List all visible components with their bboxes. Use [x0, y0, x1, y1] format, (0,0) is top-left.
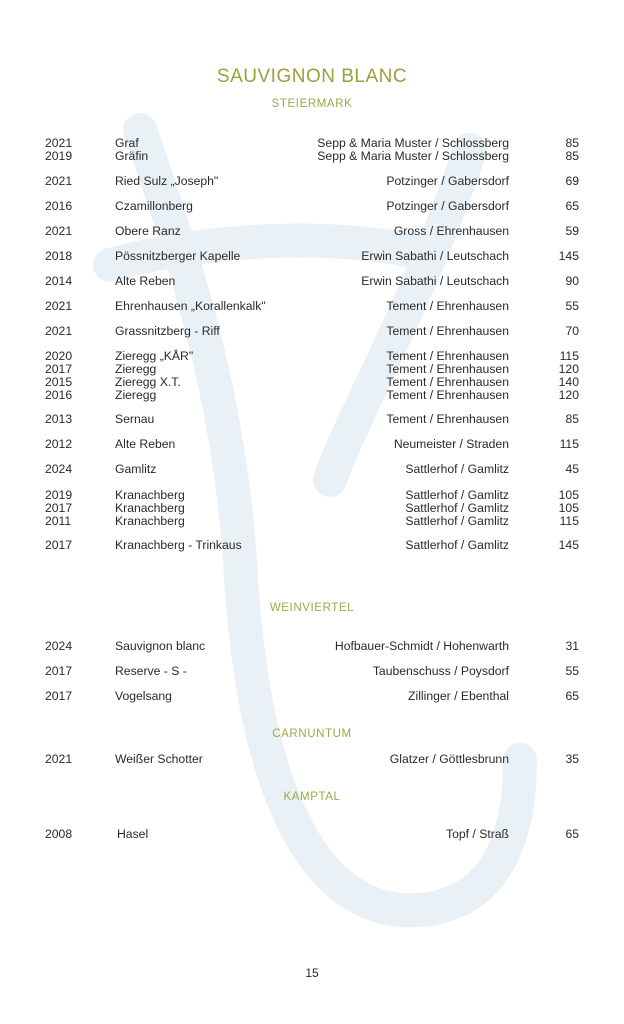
wine-price: 105	[558, 501, 579, 515]
wine-name: Sernau	[115, 412, 155, 426]
wine-producer: Tement / Ehrenhausen	[386, 299, 509, 313]
wine-name: Alte Reben	[115, 274, 176, 288]
wine-year: 2017	[45, 538, 73, 552]
wine-producer: Sattlerhof / Gamlitz	[405, 501, 509, 515]
wine-name: Zieregg	[115, 388, 157, 402]
wine-producer: Sepp & Maria Muster / Schlossberg	[317, 149, 509, 163]
wine-name: Vogelsang	[115, 689, 172, 703]
page-title: SAUVIGNON BLANC	[216, 66, 408, 87]
wine-price: 85	[565, 412, 579, 426]
wine-price: 85	[565, 136, 579, 150]
wine-name: Graf	[115, 136, 139, 150]
wine-year: 2013	[45, 412, 73, 426]
wine-name: Zieregg „KÅR"	[115, 349, 194, 363]
wine-name: Kranachberg - Trinkaus	[115, 538, 242, 552]
wine-price: 59	[565, 224, 579, 238]
wine-price: 65	[565, 827, 579, 841]
wine-price: 35	[565, 752, 579, 766]
wine-price: 140	[558, 375, 579, 389]
region-heading-steiermark: STEIERMARK	[271, 98, 353, 110]
wine-producer: Taubenschuss / Poysdorf	[372, 664, 509, 678]
wine-price: 120	[558, 362, 579, 376]
wine-producer: Tement / Ehrenhausen	[386, 412, 509, 426]
wine-price: 69	[565, 174, 579, 188]
wine-producer: Potzinger / Gabersdorf	[386, 174, 509, 188]
wine-producer: Sattlerhof / Gamlitz	[405, 514, 509, 528]
wine-name: Reserve - S -	[115, 664, 187, 678]
wine-year: 2016	[45, 199, 73, 213]
wine-name: Alte Reben	[115, 437, 176, 451]
wine-name: Kranachberg	[115, 501, 185, 515]
wine-name: Kranachberg	[115, 514, 185, 528]
wine-price: 115	[559, 437, 579, 451]
wine-price: 55	[565, 299, 579, 313]
wine-price: 115	[559, 514, 579, 528]
wine-price: 145	[558, 249, 579, 263]
wine-name: Pössnitzberger Kapelle	[115, 249, 241, 263]
page-number: 15	[305, 966, 319, 980]
wine-year: 2019	[45, 149, 73, 163]
wine-producer: Tement / Ehrenhausen	[386, 388, 509, 402]
wine-name: Hasel	[117, 827, 149, 841]
wine-year: 2021	[45, 136, 73, 150]
wine-name: Gamlitz	[115, 462, 157, 476]
wine-year: 2008	[45, 827, 73, 841]
wine-year: 2024	[45, 639, 73, 653]
wine-name: Czamillonberg	[115, 199, 193, 213]
wine-producer: Erwin Sabathi / Leutschach	[361, 274, 509, 288]
wine-price: 31	[565, 639, 579, 653]
wine-year: 2021	[45, 174, 73, 188]
wine-name: Obere Ranz	[115, 224, 181, 238]
wine-producer: Tement / Ehrenhausen	[386, 324, 509, 338]
wine-year: 2017	[45, 664, 73, 678]
wine-price: 105	[558, 488, 579, 502]
wine-price: 55	[565, 664, 579, 678]
wine-name: Grassnitzberg - Riff	[115, 324, 220, 338]
wine-name: Sauvignon blanc	[115, 639, 206, 653]
wine-year: 2017	[45, 362, 73, 376]
wine-producer: Potzinger / Gabersdorf	[386, 199, 509, 213]
wine-year: 2021	[45, 224, 73, 238]
wine-producer: Neumeister / Straden	[393, 437, 509, 451]
region-heading-kamptal: KAMPTAL	[283, 791, 341, 803]
wine-producer: Sattlerhof / Gamlitz	[405, 538, 509, 552]
wine-name: Weißer Schotter	[115, 752, 203, 766]
wine-name: Gräfin	[115, 149, 149, 163]
wine-producer: Sepp & Maria Muster / Schlossberg	[317, 136, 509, 150]
wine-year: 2018	[45, 249, 73, 263]
wine-producer: Tement / Ehrenhausen	[386, 375, 509, 389]
wine-year: 2019	[45, 488, 73, 502]
wine-year: 2011	[45, 514, 72, 528]
wine-price: 120	[558, 388, 579, 402]
wine-price: 65	[565, 199, 579, 213]
wine-producer: Topf / Straß	[446, 827, 509, 841]
wine-name: Ried Sulz „Joseph"	[115, 174, 219, 188]
wine-year: 2014	[45, 274, 73, 288]
wine-producer: Tement / Ehrenhausen	[386, 349, 509, 363]
wine-price: 65	[565, 689, 579, 703]
wine-year: 2021	[45, 324, 73, 338]
wine-price: 85	[565, 149, 579, 163]
wine-price: 70	[565, 324, 579, 338]
wine-producer: Sattlerhof / Gamlitz	[405, 488, 509, 502]
wine-year: 2021	[45, 752, 73, 766]
wine-producer: Gross / Ehrenhausen	[393, 224, 509, 238]
wine-year: 2016	[45, 388, 73, 402]
wine-year: 2017	[45, 689, 73, 703]
wine-price: 90	[565, 274, 579, 288]
wine-year: 2017	[45, 501, 73, 515]
wine-year: 2012	[45, 437, 73, 451]
wine-producer: Erwin Sabathi / Leutschach	[361, 249, 509, 263]
wine-name: Kranachberg	[115, 488, 185, 502]
region-heading-weinviertel: WEINVIERTEL	[269, 602, 355, 614]
wine-year: 2021	[45, 299, 73, 313]
wine-price: 45	[565, 462, 579, 476]
wine-producer: Tement / Ehrenhausen	[386, 362, 509, 376]
region-heading-carnuntum: CARNUNTUM	[272, 728, 352, 740]
wine-producer: Hofbauer-Schmidt / Hohenwarth	[334, 639, 509, 653]
wine-producer: Sattlerhof / Gamlitz	[405, 462, 509, 476]
wine-year: 2020	[45, 349, 73, 363]
wine-year: 2024	[45, 462, 73, 476]
wine-producer: Glatzer / Göttlesbrunn	[389, 752, 509, 766]
wine-price: 145	[558, 538, 579, 552]
wine-name: Zieregg	[115, 362, 157, 376]
wine-name: Ehrenhausen „Korallenkalk"	[115, 299, 266, 313]
wine-year: 2015	[45, 375, 73, 389]
wine-producer: Zillinger / Ebenthal	[408, 689, 509, 703]
wine-name: Zieregg X.T.	[115, 375, 181, 389]
wine-price: 115	[559, 349, 579, 363]
